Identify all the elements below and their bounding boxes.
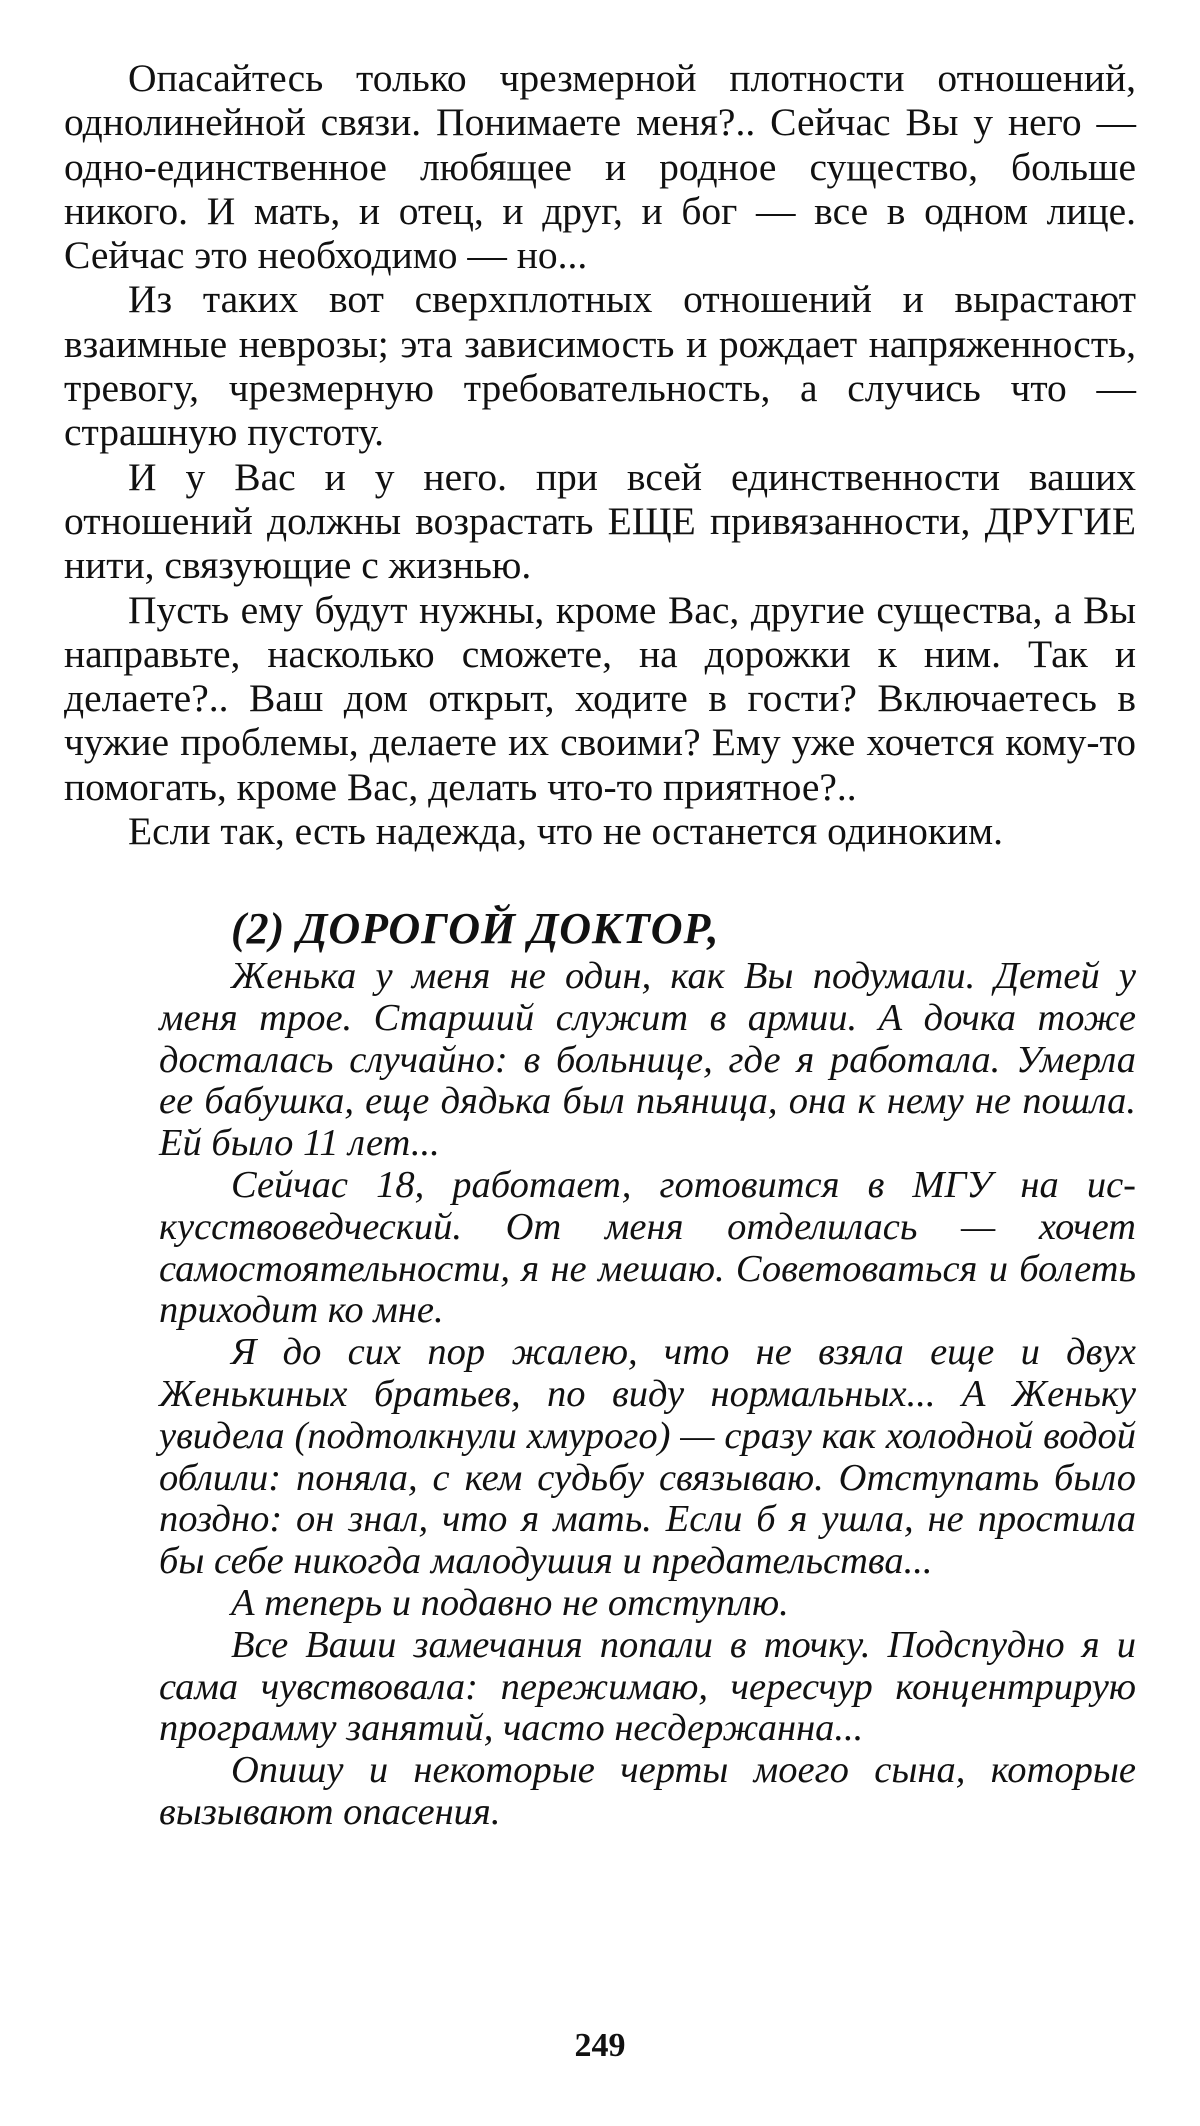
letter-paragraph-5: Все Ваши замечания попали в точку. Подспудно я и сама чувствовала: пережимаю, чересчур концентрирую программу занятий, часто несдержанна...	[159, 1623, 1136, 1750]
letter-section	[159, 904, 1136, 1834]
letter-paragraph-4: А теперь и подавно не отступлю.	[231, 1581, 789, 1624]
letter-heading: (2) ДОРОГОЙ ДОКТОР,	[231, 904, 720, 953]
book-page-body	[64, 56, 1136, 853]
body-paragraph-5: Если так, есть надежда, что не останется одиноким.	[128, 809, 1004, 854]
letter-paragraph-2: Сейчас 18, работает, готовится в МГУ на искусствоведческий. От меня отделилась — хочет самостоятельности, я не мешаю. Советоваться и болеть приходит ко мне.	[159, 1163, 1136, 1332]
letter-paragraph-1: Женька у меня не один, как Вы подумали. Детей у меня трое. Старший служит в армии. А дочка тоже досталась случайно: в больнице, где я работала. Умерла ее бабушка, еще дядька был пьяница, она к нему не пошла. Ей было 11 лет...	[159, 955, 1136, 1165]
body-paragraph-2: Из таких вот сверхплотных отношений и вырастают взаимные неврозы; эта зависимость и рождает напряженность, тревогу, чрезмерную требовательность, а случись что — страшную пустоту.	[64, 277, 1136, 455]
page-number: 249	[574, 2027, 626, 2064]
body-paragraph-4: Пусть ему будут нужны, кроме Вас, другие существа, а Вы направьте, насколько сможете, на дорожки к ним. Так и делаете?.. Ваш дом открыт, ходите в гости? Включаетесь в чужие проблемы, делаете их своими? Ему уже хочется кому-то помогать, кроме Вас, делать что-то приятное?..	[64, 587, 1136, 809]
letter-paragraph-6: Опишу и некоторые черты моего сына, которые вызывают опасения.	[159, 1749, 1136, 1833]
body-paragraph-3: И у Вас и у него. при всей единственности ваших отношений должны возрастать ЕЩЕ привязанности, ДРУГИЕ нити, связующие с жизнью.	[64, 454, 1136, 588]
letter-paragraph-3: Я до сих пор жалею, что не взяла еще и двух Женькиных братьев, по виду нормальных... А Женьку увидела (подтолкнули хмурого) — сразу как холодной водой облили: поняла, с кем судьбу связываю. Отступать было поздно: он знал, что я мать. Если б я ушла, не простила бы себе никогда малодушия и предательства...	[159, 1331, 1136, 1583]
body-paragraph-1: Опасайтесь только чрезмерной плотности отношений, однолинейной связи. Понимаете меня?.. Сейчас Вы у него — одно-единственное любящее и родное существо, больше никого. И мать, и отец, и друг, и бог — все в одном лице. Сейчас это необходимо — но...	[64, 56, 1136, 278]
